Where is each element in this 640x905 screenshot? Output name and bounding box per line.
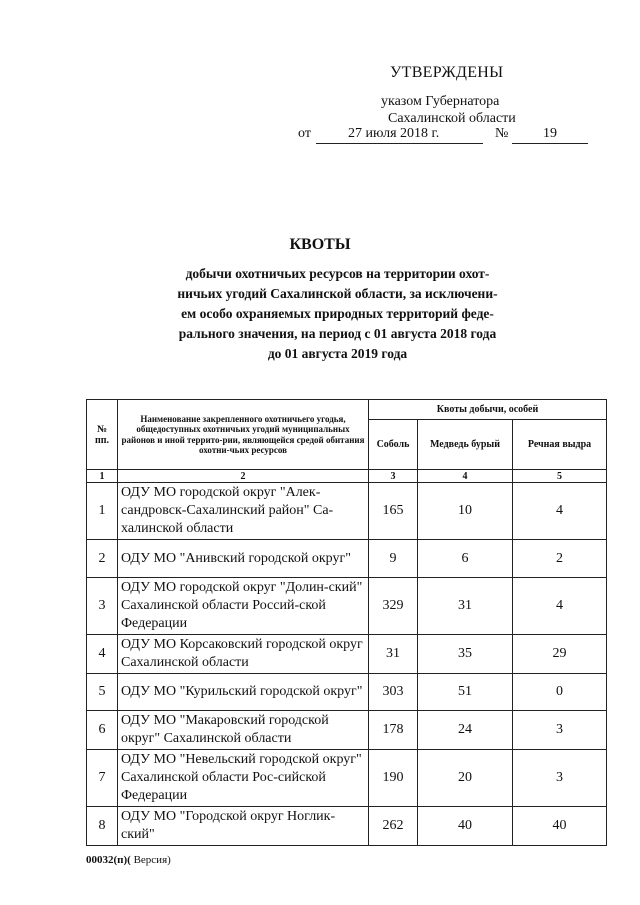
approved-heading: УТВЕРЖДЕНЫ bbox=[390, 64, 504, 81]
header-no: № пп. bbox=[87, 400, 118, 470]
decree-line: указом Губернатора bbox=[381, 94, 500, 109]
otter-quota: 0 bbox=[513, 674, 607, 711]
region-line: Сахалинской области bbox=[388, 111, 516, 126]
bear-quota: 40 bbox=[418, 807, 513, 846]
sable-quota: 262 bbox=[369, 807, 418, 846]
column-number-row bbox=[87, 470, 607, 483]
row-number: 1 bbox=[87, 483, 118, 540]
header-bear: Медведь бурый bbox=[418, 420, 513, 470]
hunting-ground-name: ОДУ МО городской округ "Долин-ский" Сахалинской области Россий-ской Федерации bbox=[118, 578, 369, 635]
otter-quota: 4 bbox=[513, 483, 607, 540]
table-row bbox=[87, 483, 607, 540]
row-number: 6 bbox=[87, 711, 118, 750]
bear-quota: 31 bbox=[418, 578, 513, 635]
document-title: КВОТЫ bbox=[289, 236, 351, 253]
row-number: 8 bbox=[87, 807, 118, 846]
decree-date: 27 июля 2018 г. bbox=[348, 126, 440, 141]
table-row bbox=[87, 750, 607, 807]
row-number: 3 bbox=[87, 578, 118, 635]
from-label: от bbox=[298, 126, 311, 141]
hunting-ground-name: ОДУ МО городской округ "Алек-сандровск-Сахалинский район" Са-халинской области bbox=[118, 483, 369, 540]
otter-quota: 2 bbox=[513, 540, 607, 578]
table-row bbox=[87, 578, 607, 635]
subtitle-line: ем особо охраняемых природных территорий феде- bbox=[181, 306, 494, 321]
sable-quota: 303 bbox=[369, 674, 418, 711]
document-subtitle bbox=[150, 264, 525, 364]
date-line bbox=[298, 126, 598, 146]
header-sable: Соболь bbox=[369, 420, 418, 470]
sable-quota: 165 bbox=[369, 483, 418, 540]
row-number: 7 bbox=[87, 750, 118, 807]
otter-quota: 3 bbox=[513, 750, 607, 807]
subtitle-line: ничьих угодий Сахалинской области, за исключени- bbox=[177, 286, 498, 301]
hunting-ground-name: ОДУ МО "Макаровский городской округ" Сахалинской области bbox=[118, 711, 369, 750]
sable-quota: 190 bbox=[369, 750, 418, 807]
bear-quota: 10 bbox=[418, 483, 513, 540]
footer-version: Версия) bbox=[130, 854, 171, 866]
sable-quota: 178 bbox=[369, 711, 418, 750]
table-row bbox=[87, 807, 607, 846]
header-quota-group: Квоты добычи, особей bbox=[369, 400, 607, 420]
footer-code bbox=[86, 854, 171, 866]
subtitle-line: добычи охотничьих ресурсов на территории охот- bbox=[185, 266, 490, 281]
bear-quota: 20 bbox=[418, 750, 513, 807]
otter-quota: 4 bbox=[513, 578, 607, 635]
bear-quota: 24 bbox=[418, 711, 513, 750]
sable-quota: 31 bbox=[369, 635, 418, 674]
quota-table bbox=[86, 399, 607, 846]
column-number: 3 bbox=[369, 470, 418, 483]
table-row bbox=[87, 635, 607, 674]
bear-quota: 35 bbox=[418, 635, 513, 674]
bear-quota: 51 bbox=[418, 674, 513, 711]
column-number: 2 bbox=[118, 470, 369, 483]
sable-quota: 329 bbox=[369, 578, 418, 635]
table-row bbox=[87, 540, 607, 578]
column-number: 1 bbox=[87, 470, 118, 483]
footer-code-text: 00032(п)( bbox=[86, 854, 131, 866]
table-row bbox=[87, 674, 607, 711]
row-number: 5 bbox=[87, 674, 118, 711]
decree-number: 19 bbox=[543, 126, 557, 141]
row-number: 4 bbox=[87, 635, 118, 674]
hunting-ground-name: ОДУ МО "Невельский городской округ" Сахалинской области Рос-сийской Федерации bbox=[118, 750, 369, 807]
bear-quota: 6 bbox=[418, 540, 513, 578]
hunting-ground-name: ОДУ МО "Городской округ Ноглик-ский" bbox=[118, 807, 369, 846]
column-number: 4 bbox=[418, 470, 513, 483]
header-hunting-ground: Наименование закрепленного охотничьего угодья, общедоступных охотничьих угодий муниципальных районов и иной террито-рии, являющейся средой обитания охотни-чьих ресурсов bbox=[118, 400, 369, 470]
table-row bbox=[87, 711, 607, 750]
sable-quota: 9 bbox=[369, 540, 418, 578]
otter-quota: 29 bbox=[513, 635, 607, 674]
column-number: 5 bbox=[513, 470, 607, 483]
subtitle-line: до 01 августа 2019 года bbox=[267, 346, 408, 361]
otter-quota: 40 bbox=[513, 807, 607, 846]
hunting-ground-name: ОДУ МО Корсаковский городской округ Сахалинской области bbox=[118, 635, 369, 674]
number-label: № bbox=[495, 126, 509, 141]
header-otter: Речная выдра bbox=[513, 420, 607, 470]
subtitle-line: рального значения, на период с 01 августа 2018 года bbox=[178, 326, 497, 341]
row-number: 2 bbox=[87, 540, 118, 578]
hunting-ground-name: ОДУ МО "Курильский городской округ" bbox=[118, 674, 369, 711]
hunting-ground-name: ОДУ МО "Анивский городской округ" bbox=[118, 540, 369, 578]
otter-quota: 3 bbox=[513, 711, 607, 750]
